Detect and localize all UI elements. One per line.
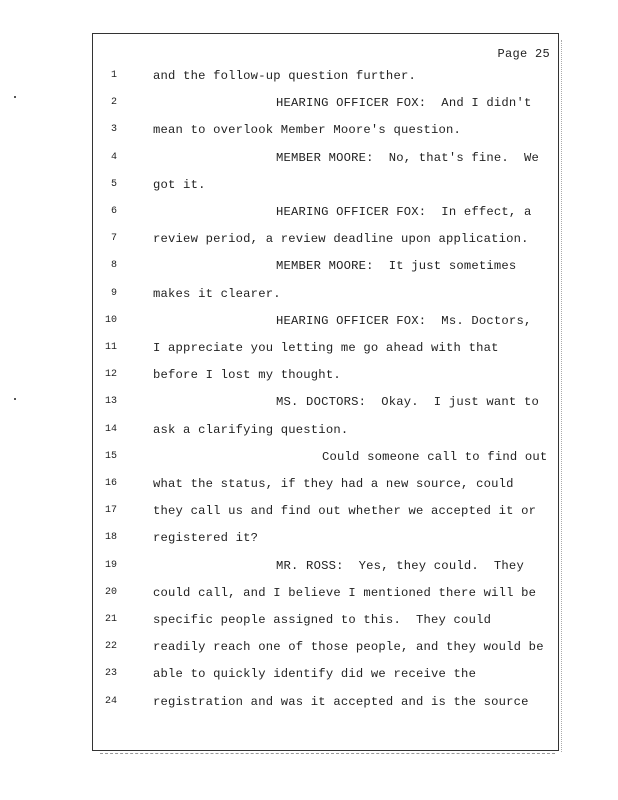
line-number: 13 [104,396,117,408]
transcript-line [93,338,560,358]
line-number: 4 [110,151,117,163]
line-number: 9 [110,287,117,299]
transcript-line [93,528,560,548]
transcript-line [93,93,560,113]
transcript-line [93,664,560,684]
transcript-line [93,583,560,603]
line-number: 11 [104,342,117,353]
line-number: 8 [110,260,117,272]
line-text: registered it? [153,531,259,546]
transcript-line [93,420,560,440]
transcript-line [93,392,560,412]
line-number: 2 [110,97,117,109]
line-text: review period, a review deadline upon application. [153,232,529,247]
line-text: able to quickly identify did we receive the [153,667,477,682]
line-number: 7 [110,233,117,245]
line-text: HEARING OFFICER FOX: And I didn't [276,96,532,111]
line-number: 10 [104,314,117,326]
line-number: 19 [104,559,117,571]
transcript-line [93,175,560,195]
line-text: MEMBER MOORE: No, that's fine. We [276,150,539,165]
line-text: HEARING OFFICER FOX: In effect, a [276,205,532,219]
line-text: could call, and I believe I mentioned there will be [153,585,537,600]
margin-mark [14,398,16,400]
line-number: 17 [104,505,117,517]
transcript-line [93,556,560,576]
line-number: 20 [104,586,117,598]
transcript-line [93,256,560,276]
line-number: 6 [110,206,117,217]
line-number: 5 [110,178,117,190]
right-edge-rule [561,40,562,752]
line-text: got it. [153,177,206,192]
line-text: before I lost my thought. [153,368,341,383]
line-number: 23 [104,668,117,680]
transcript-line [93,447,560,467]
line-text: makes it clearer. [153,286,281,301]
transcript-line [93,610,560,630]
line-text: HEARING OFFICER FOX: Ms. Doctors, [276,313,532,328]
line-number: 21 [104,614,117,625]
line-number: 14 [104,423,117,435]
line-number: 1 [110,70,117,81]
transcript-page [92,33,559,751]
line-text: I appreciate you letting me go ahead with that [153,341,499,355]
line-text: registration and was it accepted and is the source [153,694,529,709]
transcript-line [93,148,560,168]
line-text: readily reach one of those people, and they would be [153,640,544,655]
line-text: MEMBER MOORE: It just sometimes [276,259,517,274]
line-text: MS. DOCTORS: Okay. I just want to [276,395,539,410]
transcript-line [93,120,560,140]
transcript-line [93,311,560,331]
transcript-line [93,202,560,222]
transcript-line [93,501,560,521]
transcript-line [93,637,560,657]
line-number: 18 [104,532,117,544]
line-text: and the follow-up question further. [153,69,416,83]
line-number: 22 [104,641,117,653]
margin-mark [14,96,16,98]
line-text: what the status, if they had a new source, could [153,477,514,491]
line-number: 15 [104,450,117,462]
transcript-line [93,284,560,304]
transcript-line [93,66,560,86]
line-number: 24 [104,695,117,707]
line-text: ask a clarifying question. [153,422,349,437]
line-number: 12 [104,369,117,381]
page-number: Page 25 [497,47,550,61]
transcript-line [93,365,560,385]
line-text: Could someone call to find out [322,449,548,464]
line-text: MR. ROSS: Yes, they could. They [276,558,524,573]
bottom-edge-rule [100,753,555,754]
transcript-line [93,692,560,712]
line-text: specific people assigned to this. They could [153,613,492,627]
line-number: 16 [104,478,117,489]
transcript-line [93,229,560,249]
line-text: mean to overlook Member Moore's question. [153,123,462,138]
transcript-line [93,474,560,494]
line-text: they call us and find out whether we accepted it or [153,504,537,519]
line-number: 3 [110,124,117,136]
